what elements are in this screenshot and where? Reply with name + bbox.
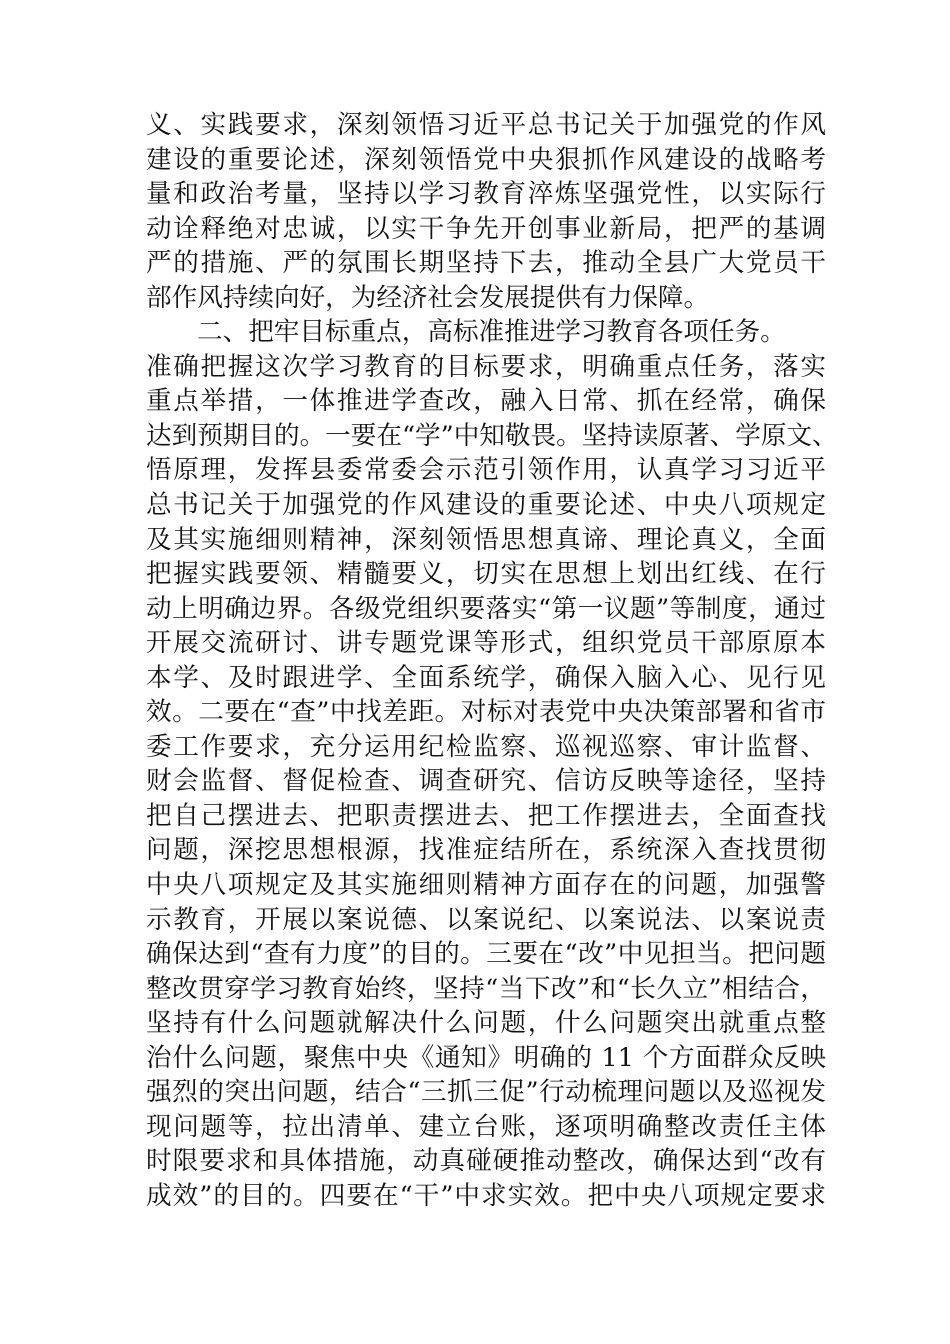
text-line: 及其实施细则精神，深刻领悟思想真谛、理论真义，全面 [146,524,826,555]
text-line: 问题，深挖思想根源，找准症结所在，系统深入查找贯彻 [146,835,826,866]
text-line: 财会监督、督促检查、调查研究、信访反映等途径，坚持 [146,766,826,797]
text-line: 成效”的目的。四要在“干”中求实效。把中央八项规定要求 [146,1180,826,1211]
text-line: 达到预期目的。一要在“学”中知敬畏。坚持读原著、学原文、 [146,420,838,451]
body-text [146,108,838,1214]
text-line: 悟原理，发挥县委常委会示范引领作用，认真学习习近平 [146,455,826,486]
text-line: 确保达到“查有力度”的目的。三要在“改”中见担当。把问题 [146,939,826,970]
text-line: 义、实践要求，深刻领悟习近平总书记关于加强党的作风 [146,110,826,140]
text-line: 现问题等，拉出清单、建立台账，逐项明确整改责任主体 [146,1111,826,1142]
text-line: 效。二要在“查”中找差距。对标对表党中央决策部署和省市 [146,697,826,728]
text-line: 强烈的突出问题，结合“三抓三促”行动梳理问题以及巡视发 [146,1077,826,1108]
text-line: 委工作要求，充分运用纪检监察、巡视巡察、审计监督、 [146,731,826,762]
section-heading: 二、把牢目标重点，高标准推进学习教育各项任务。 [197,317,786,348]
text-line: 严的措施、严的氛围长期坚持下去，推动全县广大党员干 [146,248,826,279]
text-line: 把自己摆进去、把职责摆进去、把工作摆进去，全面查找 [146,800,826,831]
text-line: 动诠释绝对忠诚，以实干争先开创事业新局，把严的基调 [146,213,826,244]
text-line: 重点举措，一体推进学查改，融入日常、抓在经常，确保 [146,386,826,417]
text-line: 动上明确边界。各级党组织要落实“第一议题”等制度，通过 [146,593,826,624]
text-line: 本学、及时跟进学、全面系统学，确保入脑入心、见行见 [146,662,826,693]
text-line: 把握实践要领、精髓要义，切实在思想上划出红线、在行 [146,559,826,590]
text-line: 准确把握这次学习教育的目标要求，明确重点任务，落实 [146,351,826,382]
text-line: 示教育，开展以案说德、以案说纪、以案说法、以案说责 [146,904,826,935]
text-line: 时限要求和具体措施，动真碰硬推动整改，确保达到“改有 [146,1146,826,1177]
text-line: 开展交流研讨、讲专题党课等形式，组织党员干部原原本 [146,628,826,659]
text-line: 坚持有什么问题就解决什么问题，什么问题突出就重点整 [146,1008,826,1039]
text-line: 建设的重要论述，深刻领悟党中央狠抓作风建设的战略考 [146,144,826,175]
text-line: 整改贯穿学习教育始终，坚持“当下改”和“长久立”相结合， [146,973,826,1004]
text-line: 部作风持续向好，为经济社会发展提供有力保障。 [146,282,710,313]
text-line: 量和政治考量，坚持以学习教育淬炼坚强党性，以实际行 [146,179,826,210]
text-line: 中央八项规定及其实施细则精神方面存在的问题，加强警 [146,870,826,901]
text-line: 总书记关于加强党的作风建设的重要论述、中央八项规定 [146,490,826,521]
text-line: 治什么问题，聚焦中央《通知》明确的 11 个方面群众反映 [146,1042,826,1073]
